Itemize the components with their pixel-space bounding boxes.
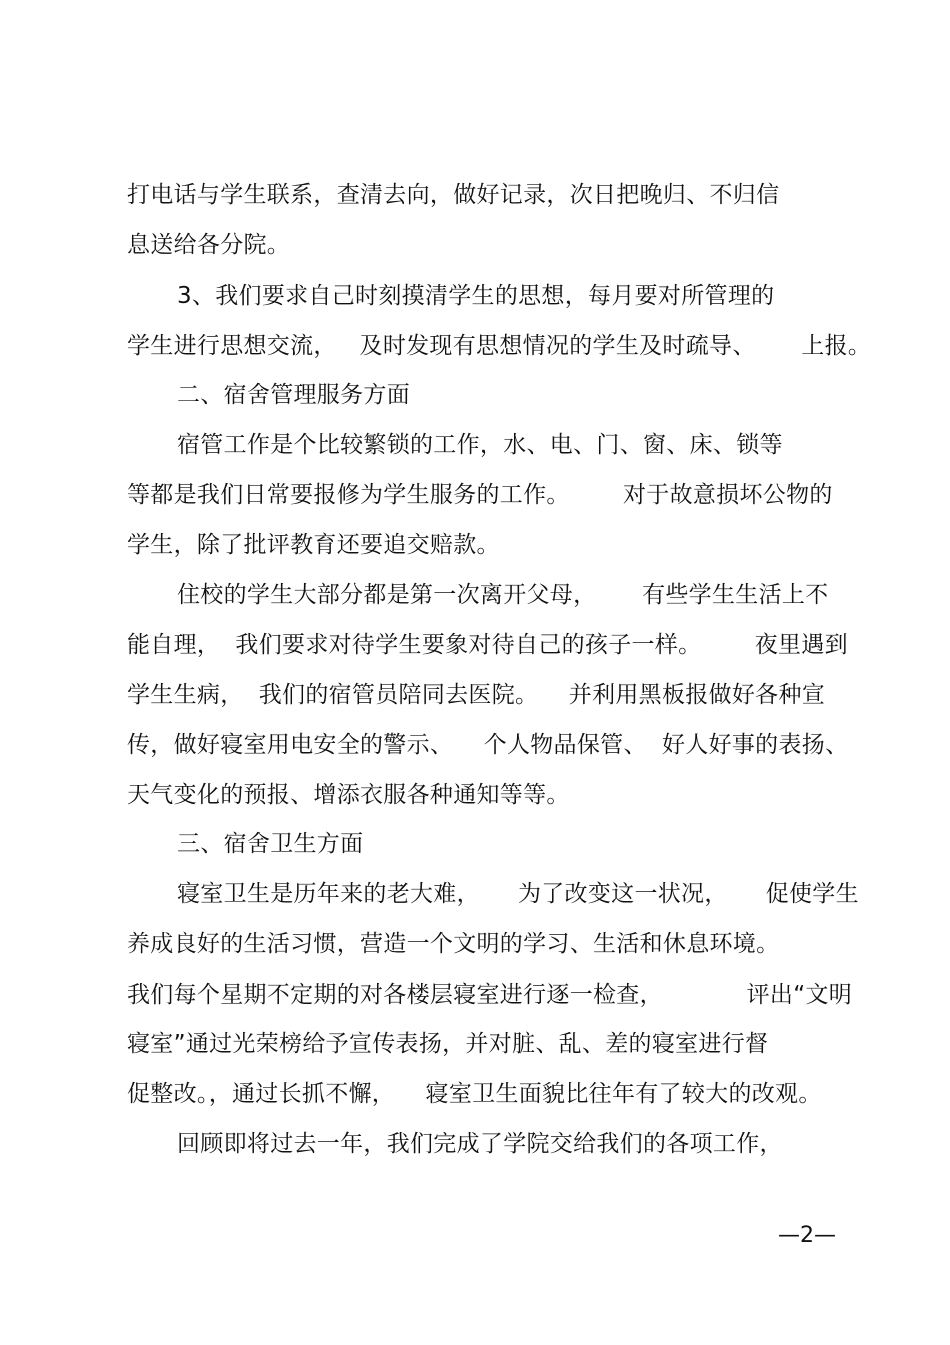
text-line: 寝室”通过光荣榜给予宣传表扬，并对脏、乱、差的寝室进行督	[127, 1031, 769, 1057]
text-line: 3、我们要求自己时刻摸清学生的思想，每月要对所管理的	[177, 283, 775, 309]
text-line: 学生生病， 我们的宿管员陪同去医院。 并利用黑板报做好各种宣	[127, 682, 826, 708]
section-heading: 二、宿舍管理服务方面	[177, 382, 410, 408]
text-line: 息送给各分院。	[127, 232, 291, 258]
section-heading: 三、宿舍卫生方面	[177, 831, 364, 857]
text-line: 回顾即将过去一年，我们完成了学院交给我们的各项工作，	[177, 1131, 783, 1157]
text-line: 天气变化的预报、增添衣服各种通知等等。	[127, 782, 570, 808]
text-line: 学生，除了批评教育还要追交赔款。	[127, 532, 500, 558]
text-line: 我们每个星期不定期的对各楼层寝室进行逐一检查， 评出“文明	[127, 982, 853, 1008]
text-line: 宿管工作是个比较繁锁的工作，水、电、门、窗、床、锁等	[177, 432, 783, 458]
text-line: 学生进行思想交流， 及时发现有思想情况的学生及时疏导、 上报。	[127, 333, 872, 359]
page-number: —2—	[778, 1223, 836, 1248]
text-line: 传，做好寝室用电安全的警示、 个人物品保管、 好人好事的表扬、	[127, 732, 849, 758]
text-line: 促整改。，通过长抓不懈， 寝室卫生面貌比往年有了较大的改观。	[127, 1081, 822, 1107]
text-line: 住校的学生大部分都是第一次离开父母， 有些学生生活上不	[177, 582, 829, 608]
text-line: 打电话与学生联系，查清去向，做好记录，次日把晚归、不归信	[127, 182, 780, 208]
text-line: 能自理， 我们要求对待学生要象对待自己的孩子一样。 夜里遇到	[127, 632, 848, 658]
text-line: 等都是我们日常要报修为学生服务的工作。 对于故意损坏公物的	[127, 482, 833, 508]
text-line: 寝室卫生是历年来的老大难， 为了改变这一状况， 促使学生	[177, 881, 859, 907]
text-line: 养成良好的生活习惯，营造一个文明的学习、生活和休息环境。	[127, 931, 780, 957]
